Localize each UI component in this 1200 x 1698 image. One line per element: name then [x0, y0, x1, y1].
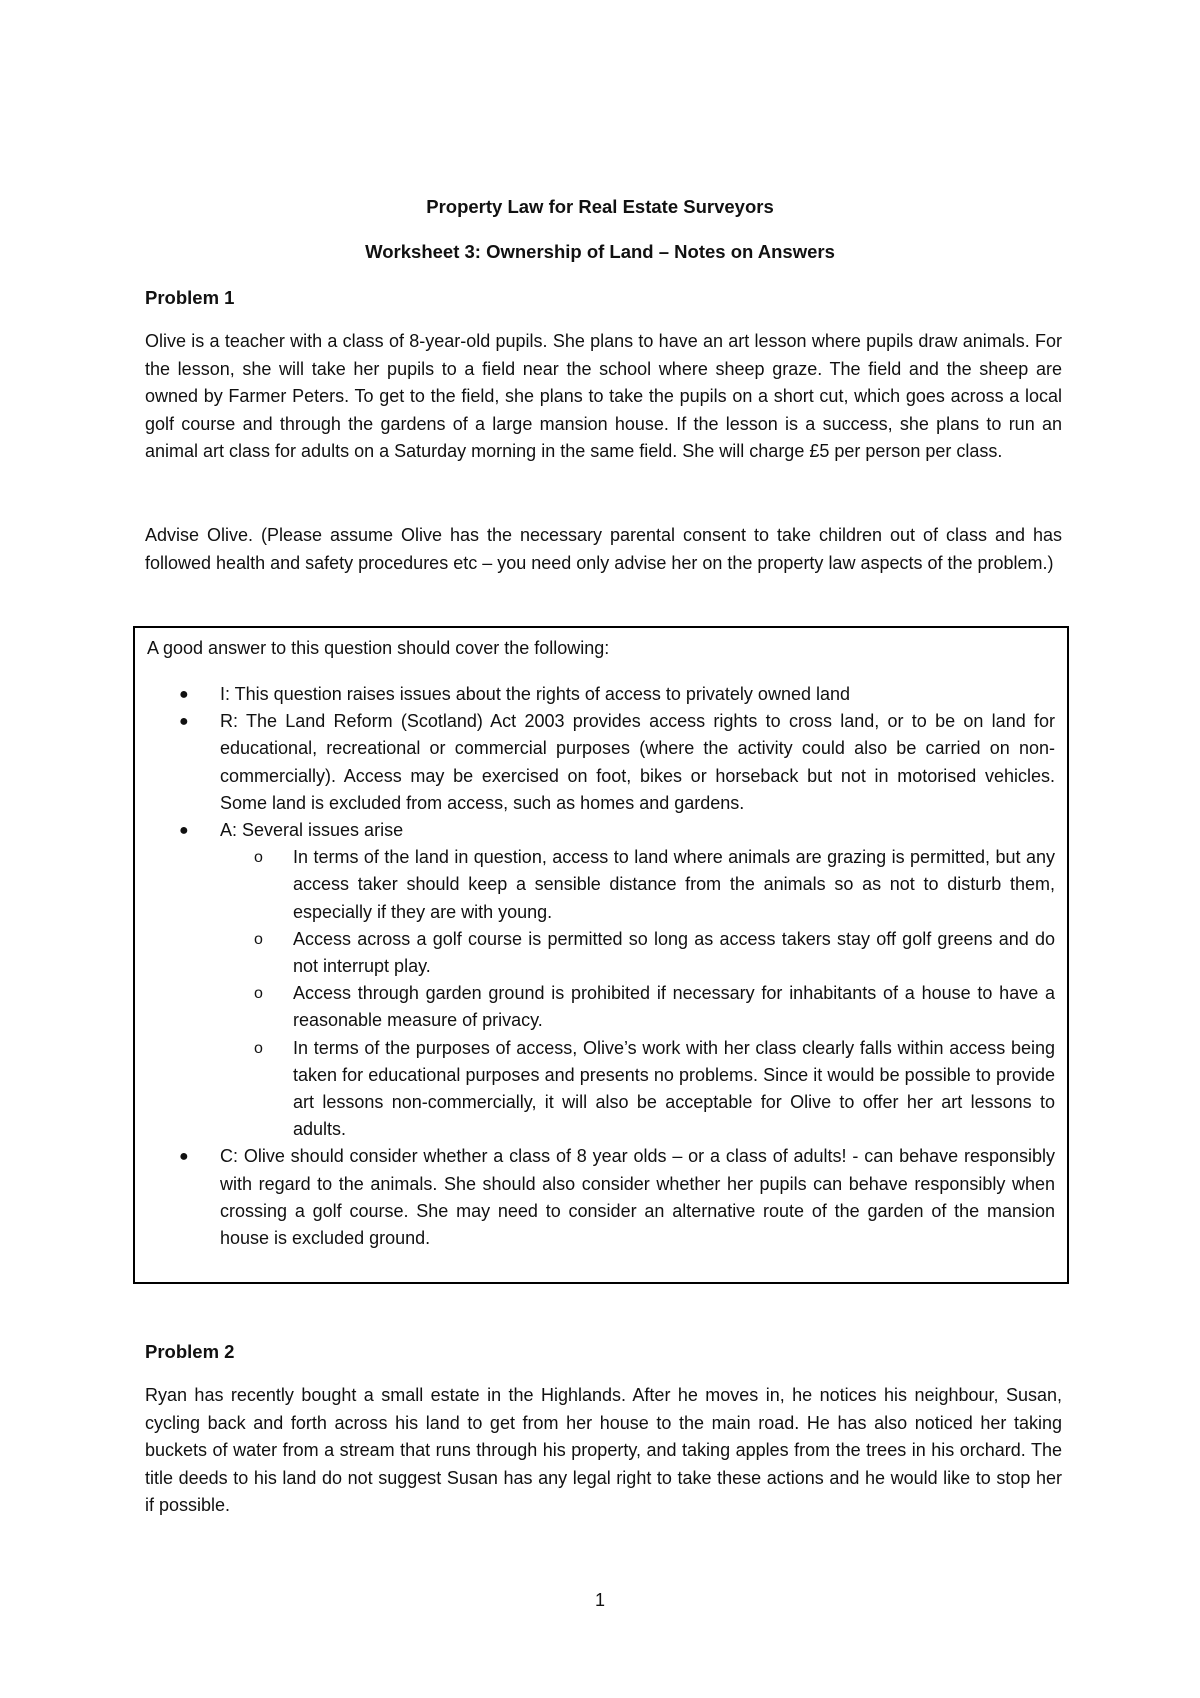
bullet-conclusion: [135, 1143, 1069, 1252]
document-title: Property Law for Real Estate Surveyors: [426, 196, 774, 217]
sub-item: [220, 844, 1055, 926]
bullet-issue: [135, 681, 1069, 708]
problem-1-heading: Problem 1: [145, 287, 235, 308]
problem-1-instruction: Advise Olive. (Please assume Olive has the necessary parental consent to take children out of class and has followed health and safety procedures etc – you need only advise her on the property law aspects of the problem.): [145, 525, 1062, 573]
problem-2-heading: Problem 2: [145, 1341, 235, 1362]
bullet-application-text: A: Several issues arise: [220, 820, 404, 841]
bullet-application: [135, 817, 1069, 1143]
answer-bullet-list: [135, 681, 1069, 1252]
sub-item-text: Access across a golf course is permitted so long as access takers stay off golf greens and do not interrupt play.: [293, 928, 1055, 977]
sub-bullet-icon: o: [254, 985, 263, 1003]
bullet-icon: ●: [179, 822, 189, 840]
bullet-rule: [135, 708, 1069, 817]
sub-item-text: Access through garden ground is prohibited if necessary for inhabitants of a house to have a reasonable measure of privacy.: [293, 983, 1055, 1031]
sub-bullet-icon: o: [254, 1039, 263, 1057]
bullet-icon: ●: [179, 713, 189, 731]
bullet-issue-text: I: This question raises issues about the rights of access to privately owned land: [220, 684, 851, 704]
sub-bullet-icon: o: [254, 849, 263, 867]
application-sub-list: [220, 844, 1055, 1143]
sub-item-text: In terms of the purposes of access, Olive’s work with her class clearly falls within access being taken for educational purposes and presents no problems. Since it would be possible to provide art lessons non-commercially, it will also be acceptable for Olive to offer her art lessons to adults.: [293, 1037, 1055, 1140]
sub-bullet-icon: o: [254, 930, 263, 948]
bullet-icon: ●: [179, 1148, 189, 1166]
page-number: 1: [594, 1590, 605, 1610]
sub-item: [220, 980, 1055, 1034]
problem-1-scenario: Olive is a teacher with a class of 8-year-old pupils. She plans to have an art lesson where pupils draw animals. For the lesson, she will take her pupils to a field near the school where sheep graze. The field and the sheep are owned by Farmer Peters. To get to the field, she plans to take the pupils on a short cut, which goes across a local golf course and through the gardens of a large mansion house. If the lesson is a success, she plans to run an animal art class for adults on a Saturday morning in the same field. She will charge £5 per person per class.: [145, 331, 1062, 462]
sub-item: [220, 1035, 1055, 1144]
answer-box-intro: A good answer to this question should cover the following:: [147, 638, 610, 658]
bullet-icon: ●: [179, 686, 189, 703]
problem-2-scenario: Ryan has recently bought a small estate in the Highlands. After he moves in, he notices his neighbour, Susan, cycling back and forth across his land to get from her house to the main road. He has also noticed her taking buckets of water from a stream that runs through his property, and taking apples from the trees in his orchard. The title deeds to his land do not suggest Susan has any legal right to take these actions and he would like to stop her if possible.: [145, 1385, 1062, 1516]
sub-item: [220, 926, 1055, 980]
bullet-rule-text: R: The Land Reform (Scotland) Act 2003 provides access rights to cross land, or to be on land for educational, recreational or commercial purposes (where the activity could also be carried on non-commercially). Access may be exercised on foot, bikes or horseback but not in motorised vehicles. Some land is excluded from access, such as homes and gardens.: [220, 711, 1055, 813]
document-subtitle: Worksheet 3: Ownership of Land – Notes on Answers: [365, 241, 835, 262]
answer-box: [133, 626, 1069, 1284]
bullet-conclusion-text: C: Olive should consider whether a class of 8 year olds – or a class of adults! - can behave responsibly with regard to the animals. She should also consider whether her pupils can behave responsibly when crossing a golf course. She may need to consider an alternative route of the garden of the mansion house is excluded ground.: [220, 1146, 1055, 1249]
sub-item-text: In terms of the land in question, access to land where animals are grazing is permitted, but any access taker should keep a sensible distance from the animals so as not to disturb them, especially if they are with young.: [293, 847, 1055, 922]
